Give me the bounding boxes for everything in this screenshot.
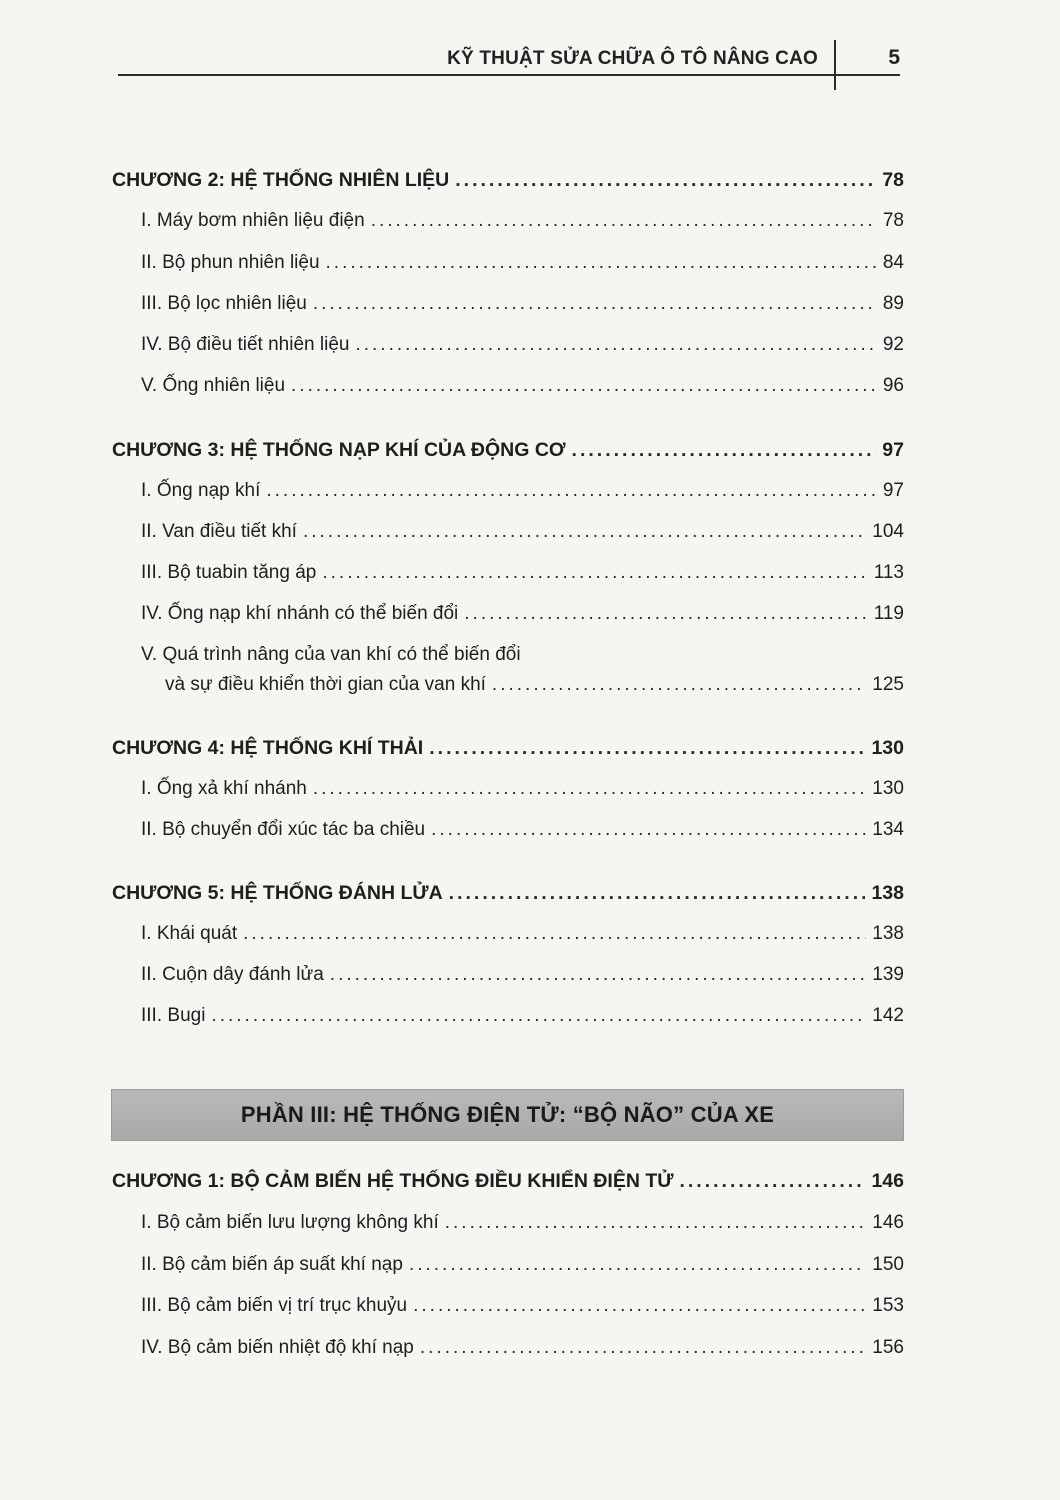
toc-section[interactable] <box>112 923 904 945</box>
toc-label: III. Bộ tuabin tăng áp <box>141 562 317 583</box>
leader-dots <box>492 674 866 696</box>
leader-dots <box>449 882 866 905</box>
toc-page: 153 <box>872 1295 904 1316</box>
toc-label: IV. Bộ điều tiết nhiên liệu <box>141 334 350 355</box>
toc-section[interactable] <box>112 603 904 625</box>
toc-label: CHƯƠNG 5: HỆ THỐNG ĐÁNH LỬA <box>112 882 443 904</box>
toc-page: 146 <box>871 1170 904 1192</box>
toc-page: 104 <box>872 521 904 542</box>
toc-section[interactable] <box>112 1254 904 1276</box>
toc-label: I. Khái quát <box>141 923 238 944</box>
toc-section[interactable] <box>112 252 904 274</box>
leader-dots <box>445 1212 867 1234</box>
leader-dots <box>679 1170 865 1193</box>
toc-section[interactable] <box>112 1212 904 1234</box>
toc-page: 113 <box>873 562 904 583</box>
leader-dots <box>330 964 867 986</box>
toc-chapter[interactable] <box>112 882 904 905</box>
toc-page: 146 <box>872 1212 904 1233</box>
toc-label: III. Bộ cảm biến vị trí trục khuỷu <box>141 1295 408 1316</box>
toc-label: II. Bộ chuyển đổi xúc tác ba chiều <box>141 819 426 840</box>
toc-label: I. Bộ cảm biến lưu lượng không khí <box>141 1212 439 1233</box>
toc-page: 138 <box>871 882 904 904</box>
leader-dots <box>243 923 866 945</box>
toc-page: 134 <box>872 819 904 840</box>
toc-section[interactable] <box>112 480 904 502</box>
toc-label: IV. Ống nạp khí nhánh có thể biến đổi <box>141 603 459 624</box>
toc-label: II. Cuộn dây đánh lửa <box>141 964 324 985</box>
leader-dots <box>429 737 865 760</box>
toc-page: 78 <box>882 210 904 231</box>
toc-label: II. Van điều tiết khí <box>141 521 297 542</box>
header-rule <box>118 74 900 76</box>
toc-label: II. Bộ phun nhiên liệu <box>141 252 320 273</box>
toc-chapter[interactable] <box>112 169 904 192</box>
toc-section[interactable] <box>112 674 904 696</box>
toc-section[interactable] <box>112 562 904 584</box>
toc-section[interactable] <box>112 1005 904 1027</box>
toc-section[interactable] <box>112 375 904 397</box>
page-number: 5 <box>888 46 900 69</box>
toc-label-line[interactable]: V. Quá trình nâng của van khí có thể biến đổi <box>141 644 521 665</box>
toc-label: CHƯƠNG 4: HỆ THỐNG KHÍ THẢI <box>112 737 424 759</box>
leader-dots <box>455 169 876 192</box>
toc-label: II. Bộ cảm biến áp suất khí nạp <box>141 1254 403 1275</box>
leader-dots <box>572 439 877 462</box>
leader-dots <box>326 252 877 274</box>
leader-dots <box>211 1005 866 1027</box>
toc-page: 92 <box>882 334 904 355</box>
leader-dots <box>322 562 867 584</box>
leader-dots <box>409 1254 866 1276</box>
leader-dots <box>303 521 866 543</box>
toc-label: III. Bộ lọc nhiên liệu <box>141 293 307 314</box>
toc-label: I. Máy bơm nhiên liệu điện <box>141 210 365 231</box>
toc-page: 97 <box>882 439 904 461</box>
leader-dots <box>266 480 877 502</box>
toc-page: 156 <box>872 1337 904 1358</box>
toc-chapter[interactable] <box>112 1170 904 1193</box>
toc-chapter[interactable] <box>112 439 904 462</box>
toc-chapter[interactable] <box>112 737 904 760</box>
part-banner <box>111 1089 904 1141</box>
toc-page: 125 <box>872 674 904 695</box>
toc-section[interactable] <box>112 964 904 986</box>
toc-page: 84 <box>882 252 904 273</box>
toc-page: 130 <box>871 737 904 759</box>
toc-section[interactable] <box>112 1295 904 1317</box>
toc-label: CHƯƠNG 2: HỆ THỐNG NHIÊN LIỆU <box>112 169 450 191</box>
toc-page: 142 <box>872 1005 904 1026</box>
toc-section[interactable] <box>112 819 904 841</box>
toc-section[interactable] <box>112 210 904 232</box>
toc-label: I. Ống nạp khí <box>141 480 261 501</box>
toc-section[interactable] <box>112 334 904 356</box>
toc-label: III. Bugi <box>141 1005 206 1026</box>
toc-section[interactable] <box>112 778 904 800</box>
toc-page: 119 <box>873 603 904 624</box>
leader-dots <box>313 293 877 315</box>
toc-label: và sự điều khiển thời gian của van khí <box>165 674 486 695</box>
toc-label: CHƯƠNG 1: BỘ CẢM BIẾN HỆ THỐNG ĐIỀU KHIỂN ĐIỆN TỬ <box>112 1170 674 1192</box>
toc-section[interactable] <box>112 521 904 543</box>
toc-page: 130 <box>872 778 904 799</box>
toc-label: IV. Bộ cảm biến nhiệt độ khí nạp <box>141 1337 414 1358</box>
leader-dots <box>413 1295 866 1317</box>
toc-label: I. Ống xả khí nhánh <box>141 778 307 799</box>
toc-page: 89 <box>882 293 904 314</box>
running-header <box>118 40 900 90</box>
toc-page: 96 <box>882 375 904 396</box>
toc-label: CHƯƠNG 3: HỆ THỐNG NẠP KHÍ CỦA ĐỘNG CƠ <box>112 439 566 461</box>
leader-dots <box>355 334 876 356</box>
toc-page: 150 <box>872 1254 904 1275</box>
toc-page: 97 <box>882 480 904 501</box>
leader-dots <box>313 778 866 800</box>
header-divider <box>834 40 836 90</box>
leader-dots <box>464 603 867 625</box>
toc-label: V. Ống nhiên liệu <box>141 375 286 396</box>
toc-page: 78 <box>882 169 904 191</box>
book-title: KỸ THUẬT SỬA CHỮA Ô TÔ NÂNG CAO <box>447 48 818 69</box>
toc-page: 139 <box>872 964 904 985</box>
leader-dots <box>291 375 877 397</box>
leader-dots <box>431 819 866 841</box>
toc-section[interactable] <box>112 1337 904 1359</box>
part-title: PHẦN III: HỆ THỐNG ĐIỆN TỬ: “BỘ NÃO” CỦA XE <box>240 1102 775 1127</box>
toc-section[interactable] <box>112 293 904 315</box>
toc-page: 138 <box>872 923 904 944</box>
leader-dots <box>371 210 877 232</box>
leader-dots <box>420 1337 866 1359</box>
